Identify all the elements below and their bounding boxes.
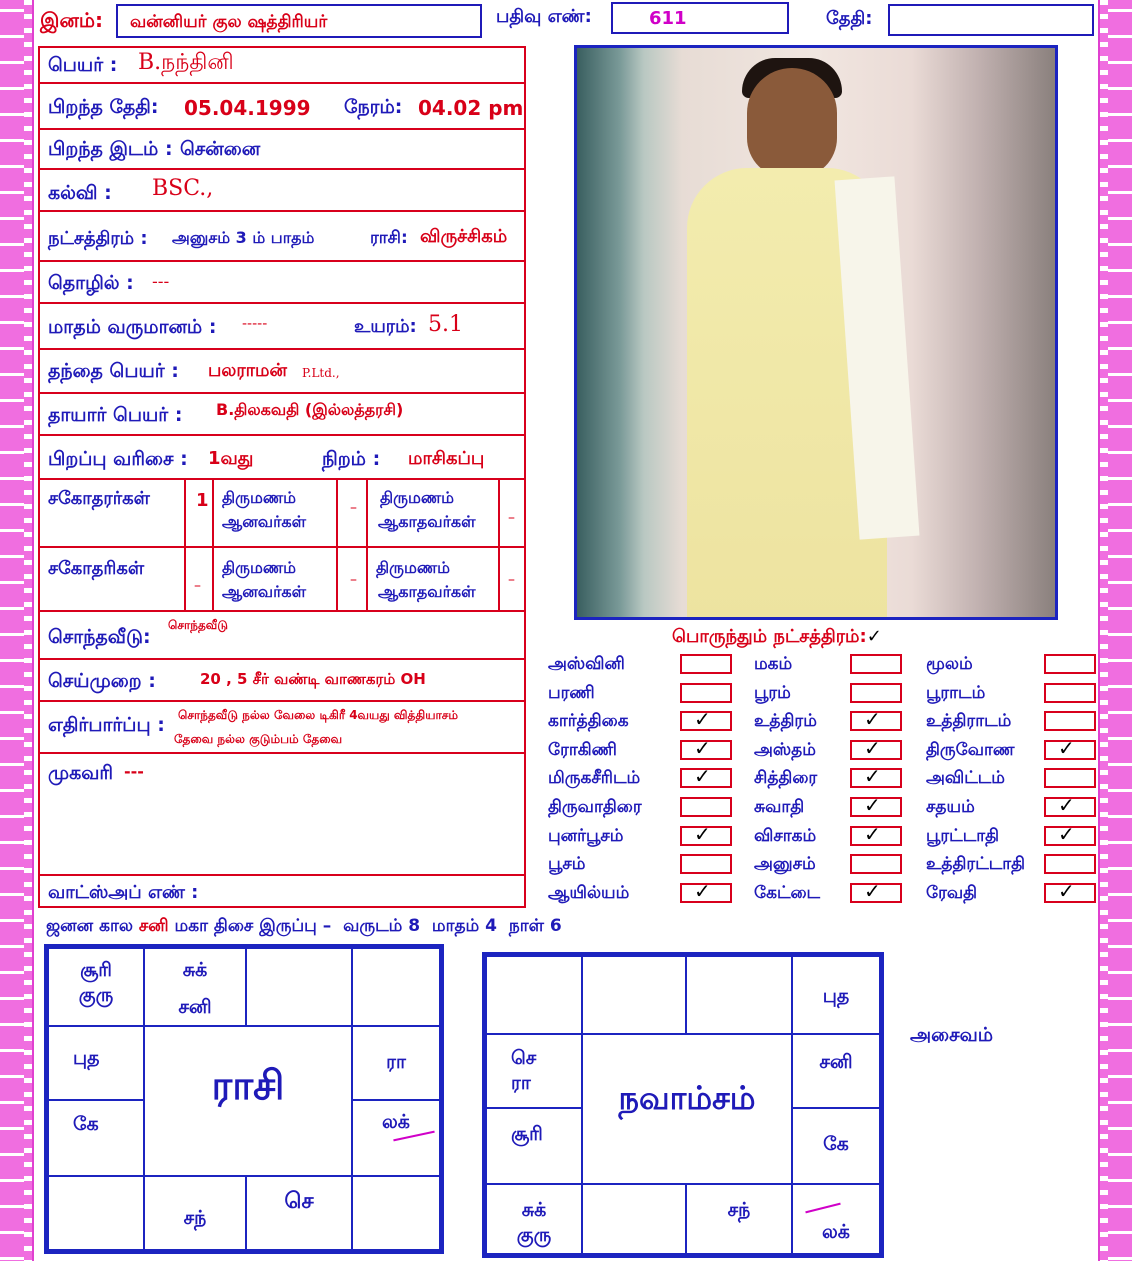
whatsapp-label: வாட்ஸ்அப் எண் : — [48, 882, 199, 903]
rasi-cell-10-text: சந் — [183, 1207, 207, 1229]
star-label: பூரட்டாதி — [926, 825, 1000, 846]
dowry-label: செய்முறை : — [48, 670, 156, 692]
star-label: கார்த்திகை — [548, 711, 629, 732]
star-value: அனுசம் 3 ம் பாதம் — [172, 228, 315, 247]
brothers-unmarried-label-2: ஆகாதவர்கள் — [378, 512, 476, 531]
star-checkbox[interactable] — [1044, 878, 1096, 903]
rasi-cell-8-text: லக் — [382, 1111, 410, 1133]
time-value: 04.02 pm — [418, 96, 524, 120]
row-education — [38, 170, 526, 212]
brothers-married-label-2: ஆனவர்கள் — [222, 512, 307, 531]
star-label: பூராடம் — [926, 682, 986, 703]
star-label: அவிட்டம் — [926, 768, 1005, 789]
navamsa-cell-7-text: சூரி — [511, 1123, 543, 1145]
height-value: 5.1 — [428, 312, 463, 337]
navamsa-chart — [482, 952, 884, 1258]
brothers-unmarried-label-1: திருமணம் — [380, 488, 455, 507]
height-label: உயரம்: — [354, 316, 417, 337]
star-label: சித்திரை — [754, 768, 818, 789]
star-checkbox[interactable] — [1044, 683, 1096, 703]
father-suffix: P.Ltd., — [302, 366, 340, 380]
diet-note: அசைவம் — [910, 1024, 994, 1046]
pob-label: பிறந்த இடம் : — [48, 138, 173, 160]
rasi-cell-5-text: புத — [73, 1047, 100, 1069]
star-checkbox[interactable] — [1044, 654, 1096, 674]
navamsa-cell-11 — [685, 1183, 793, 1255]
star-label: சுவாதி — [754, 797, 805, 817]
star-checkbox[interactable] — [850, 735, 902, 760]
navamsa-cell-3 — [685, 955, 793, 1035]
rasi-cell-10 — [143, 1175, 247, 1251]
star-label: பூரம் — [754, 682, 791, 703]
name-value: B.நந்தினி — [138, 50, 234, 75]
date-field — [888, 4, 1094, 36]
star-checkbox[interactable] — [680, 797, 732, 817]
check-mark-icon: ✓ — [694, 735, 711, 760]
match-stars-title-text: பொருந்தும் நட்சத்திரம்: — [672, 626, 867, 647]
sisters-married-label-1: திருமணம் — [222, 558, 297, 577]
navamsa-cell-9 — [485, 1183, 583, 1255]
star-label: மிருகசீரிடம் — [548, 768, 641, 789]
navamsa-cell-12 — [791, 1183, 881, 1255]
navamsa-cell-9-line-1: சுக் — [521, 1199, 547, 1221]
caste-value: வன்னியர் குல ஷத்திரியர் — [130, 12, 328, 32]
match-stars-title — [672, 626, 882, 649]
star-label: அஸ்வினி — [548, 654, 625, 674]
rasi-cell-1-line-1: சூரி — [80, 959, 112, 981]
father-value: பலராமன் — [208, 360, 287, 381]
father-label: தந்தை பெயர் : — [48, 360, 179, 382]
dasa-line — [46, 916, 562, 938]
sisters-married-label-2: ஆனவர்கள் — [222, 582, 307, 601]
star-label: மூலம் — [926, 654, 973, 674]
check-mark-icon: ✓ — [1058, 821, 1075, 846]
check-mark-icon: ✓ — [694, 764, 711, 789]
navamsa-cell-5 — [485, 1033, 583, 1109]
edu-value: BSC., — [152, 176, 214, 201]
star-checkbox[interactable] — [850, 793, 902, 817]
birth-order-value: 1வது — [208, 448, 254, 469]
star-checkbox[interactable] — [850, 683, 902, 703]
star-checkbox[interactable] — [1044, 821, 1096, 846]
check-mark-icon: ✓ — [864, 707, 881, 732]
time-label: நேரம்: — [344, 96, 403, 118]
sisters-label: சகோதரிகள் — [48, 558, 145, 579]
star-checkbox[interactable] — [850, 821, 902, 846]
rasi-cell-6-text: ரா — [386, 1051, 406, 1073]
star-label: ஆயில்யம் — [548, 882, 630, 903]
star-checkbox[interactable] — [1044, 793, 1096, 817]
star-checkbox[interactable] — [680, 683, 732, 703]
star-checkbox[interactable] — [680, 707, 732, 732]
navamsa-title: நவாம்சம் — [618, 1079, 756, 1117]
pob-value: சென்னை — [180, 138, 261, 160]
star-checkbox[interactable] — [850, 654, 902, 674]
expect-label: எதிர்பார்ப்பு : — [48, 714, 165, 736]
star-label: கேட்டை — [754, 882, 821, 903]
match-stars-title-mark: ✓ — [866, 626, 882, 647]
row-star — [38, 212, 526, 262]
star-label: திருவாதிரை — [548, 797, 642, 817]
star-label: பரணி — [548, 682, 595, 703]
dasa-prefix: ஜனன கால — [46, 916, 133, 936]
complexion-label: நிறம் : — [322, 448, 381, 470]
star-label: உத்திரட்டாதி — [926, 854, 1026, 875]
sisters-count: – — [194, 578, 201, 594]
rasi-cell-1 — [47, 947, 145, 1027]
star-checkbox[interactable] — [680, 854, 732, 874]
navamsa-cell-6 — [791, 1033, 881, 1109]
check-mark-icon: ✓ — [864, 821, 881, 846]
rasi-cell-9 — [47, 1175, 145, 1251]
star-checkbox[interactable] — [680, 821, 732, 846]
reg-field — [611, 2, 789, 34]
rasi-cell-2 — [143, 947, 247, 1027]
decorative-border-right — [1098, 0, 1132, 1261]
star-label: திருவோண — [926, 739, 1015, 760]
navamsa-cell-8 — [791, 1107, 881, 1185]
rasi-cell-3 — [245, 947, 353, 1027]
complexion-value: மாசிகப்பு — [408, 448, 485, 469]
star-checkbox[interactable] — [680, 735, 732, 760]
expect-line-1: சொந்தவீடு நல்ல வேலை டிகிரீ 4வயது வித்தியாசம் — [178, 708, 459, 722]
check-mark-icon: ✓ — [864, 764, 881, 789]
row-income — [38, 304, 526, 350]
star-label: மகம் — [754, 654, 793, 674]
dasa-planet: சனி — [138, 916, 169, 936]
brothers-unmarried-value: – — [508, 510, 515, 526]
star-label: அஸ்தம் — [754, 739, 816, 760]
dasa-days-label: நாள் 6 — [508, 916, 562, 936]
star-label: அனுசம் — [754, 854, 816, 875]
navamsa-cell-6-text: சனி — [819, 1051, 853, 1073]
date-label: தேதி: — [826, 8, 873, 29]
star-label: சதயம் — [926, 797, 975, 817]
star-checkbox[interactable] — [680, 764, 732, 789]
profile-photo — [574, 45, 1058, 620]
row-sisters — [38, 548, 526, 612]
rasi-cell-6 — [351, 1025, 441, 1101]
check-mark-icon: ✓ — [864, 793, 881, 817]
birth-order-label: பிறப்பு வரிசை : — [48, 448, 188, 470]
check-mark-icon: ✓ — [694, 707, 711, 732]
rasi-title: ராசி — [211, 1063, 285, 1109]
income-value: ----- — [242, 316, 268, 332]
star-checkbox[interactable] — [1044, 711, 1096, 731]
row-name — [38, 46, 526, 84]
brothers-married-label-1: திருமணம் — [222, 488, 297, 507]
reg-label: பதிவு எண்: — [496, 6, 592, 27]
navamsa-center — [583, 1035, 791, 1185]
dasa-middle: மகா திசை இருப்பு – — [174, 916, 332, 936]
navamsa-cell-4 — [791, 955, 881, 1035]
row-address — [38, 754, 526, 876]
rasi-cell-12 — [351, 1175, 441, 1251]
star-checkbox[interactable] — [850, 764, 902, 789]
check-mark-icon: ✓ — [1058, 735, 1075, 760]
rasi-cell-7-text: கே — [73, 1113, 99, 1135]
dasa-months-label: மாதம் 4 — [431, 916, 497, 936]
star-label: உத்திரம் — [754, 711, 817, 732]
photo-face — [747, 68, 837, 178]
rasi-cell-2-line-2: சனி — [178, 996, 212, 1018]
row-father — [38, 350, 526, 394]
check-mark-icon: ✓ — [864, 878, 881, 903]
navamsa-cell-5-line-2: ரா — [511, 1072, 531, 1094]
caste-label: இனம்: — [40, 8, 103, 32]
sisters-unmarried-value: – — [508, 572, 515, 588]
sisters-married-value: – — [350, 572, 357, 588]
rasi-value: விருச்சிகம் — [420, 226, 508, 247]
rasi-cell-1-line-2: குரு — [78, 984, 114, 1006]
brothers-label: சகோதரர்கள் — [48, 488, 150, 509]
row-house — [38, 612, 526, 660]
mother-value: B.திலகவதி (இல்லத்தரசி) — [216, 400, 404, 419]
dowry-value: 20 , 5 சீர் வண்டி வாணகரம் OH — [200, 670, 426, 688]
rasi-center — [145, 1027, 351, 1177]
row-job — [38, 262, 526, 304]
address-value: --- — [124, 762, 144, 781]
star-label: புனர்பூசம் — [548, 825, 624, 846]
row-mother — [38, 394, 526, 436]
check-mark-icon: ✓ — [1058, 793, 1075, 817]
star-label: ரேவதி — [926, 882, 978, 903]
star-checkbox[interactable] — [850, 707, 902, 732]
rasi-cell-7 — [47, 1099, 145, 1177]
check-mark-icon: ✓ — [864, 735, 881, 760]
rasi-cell-5 — [47, 1025, 145, 1101]
navamsa-cell-5-line-1: செ — [511, 1047, 537, 1069]
row-whatsapp — [38, 876, 526, 908]
rasi-cell-8 — [351, 1099, 441, 1177]
navamsa-cell-4-text: புத — [822, 985, 850, 1007]
star-checkbox[interactable] — [1044, 735, 1096, 760]
row-expectation — [38, 702, 526, 754]
star-label: பூசம் — [548, 854, 586, 875]
navamsa-cell-11-text: சந் — [727, 1199, 751, 1221]
star-label: விசாகம் — [754, 825, 817, 846]
rasi-chart — [44, 944, 444, 1254]
check-mark-icon: ✓ — [1058, 878, 1075, 903]
check-mark-icon: ✓ — [694, 821, 711, 846]
star-checkbox[interactable] — [680, 878, 732, 903]
house-value: சொந்தவீடு — [168, 618, 228, 632]
navamsa-cell-1 — [485, 955, 583, 1035]
name-label: பெயர் : — [48, 54, 118, 76]
brothers-married-value: – — [350, 500, 357, 516]
navamsa-cell-8-text: கே — [823, 1133, 849, 1155]
rasi-cell-11-text: செ — [284, 1189, 314, 1214]
navamsa-cell-7 — [485, 1107, 583, 1185]
decorative-border-left — [0, 0, 34, 1261]
brothers-count: 1 — [196, 490, 209, 511]
house-label: சொந்தவீடு: — [48, 626, 151, 648]
sisters-unmarried-label-2: ஆகாதவர்கள் — [378, 582, 476, 601]
dasa-years-label: வருடம் 8 — [343, 916, 421, 936]
star-label: உத்திராடம் — [926, 711, 1012, 732]
dob-value: 05.04.1999 — [184, 96, 311, 120]
expect-line-2: தேவை நல்ல குடும்பம் தேவை — [174, 732, 343, 746]
income-label: மாதம் வருமானம் : — [48, 316, 217, 338]
star-checkbox[interactable] — [680, 654, 732, 674]
dob-label: பிறந்த தேதி: — [48, 96, 159, 118]
address-label: முகவரி — [48, 762, 114, 784]
row-brothers — [38, 480, 526, 548]
caste-field — [116, 4, 482, 38]
job-label: தொழில் : — [48, 272, 134, 294]
star-label: ரோகிணி — [548, 739, 617, 760]
row-dob — [38, 84, 526, 130]
sisters-unmarried-label-1: திருமணம் — [376, 558, 451, 577]
reg-value: 611 — [649, 8, 687, 29]
rasi-cell-4 — [351, 947, 441, 1027]
rasi-cell-2-line-1: சுக் — [182, 959, 208, 981]
rasi-cell-11 — [245, 1175, 353, 1251]
star-label: நட்சத்திரம் : — [48, 228, 148, 249]
navamsa-cell-9-line-2: குரு — [516, 1224, 552, 1246]
job-value: --- — [152, 272, 170, 291]
row-pob — [38, 130, 526, 170]
star-checkbox[interactable] — [850, 878, 902, 903]
star-checkbox[interactable] — [1044, 768, 1096, 788]
edu-label: கல்வி : — [48, 182, 112, 204]
rasi-label: ராசி: — [370, 228, 408, 248]
navamsa-lagna-mark — [805, 1203, 840, 1214]
navamsa-cell-12-text: லக் — [822, 1221, 850, 1243]
star-checkbox[interactable] — [1044, 854, 1096, 874]
row-birth-order — [38, 436, 526, 480]
navamsa-cell-10 — [581, 1183, 687, 1255]
star-checkbox[interactable] — [850, 854, 902, 874]
mother-label: தாயார் பெயர் : — [48, 404, 183, 426]
row-dowry — [38, 660, 526, 702]
check-mark-icon: ✓ — [694, 878, 711, 903]
navamsa-cell-2 — [581, 955, 687, 1035]
